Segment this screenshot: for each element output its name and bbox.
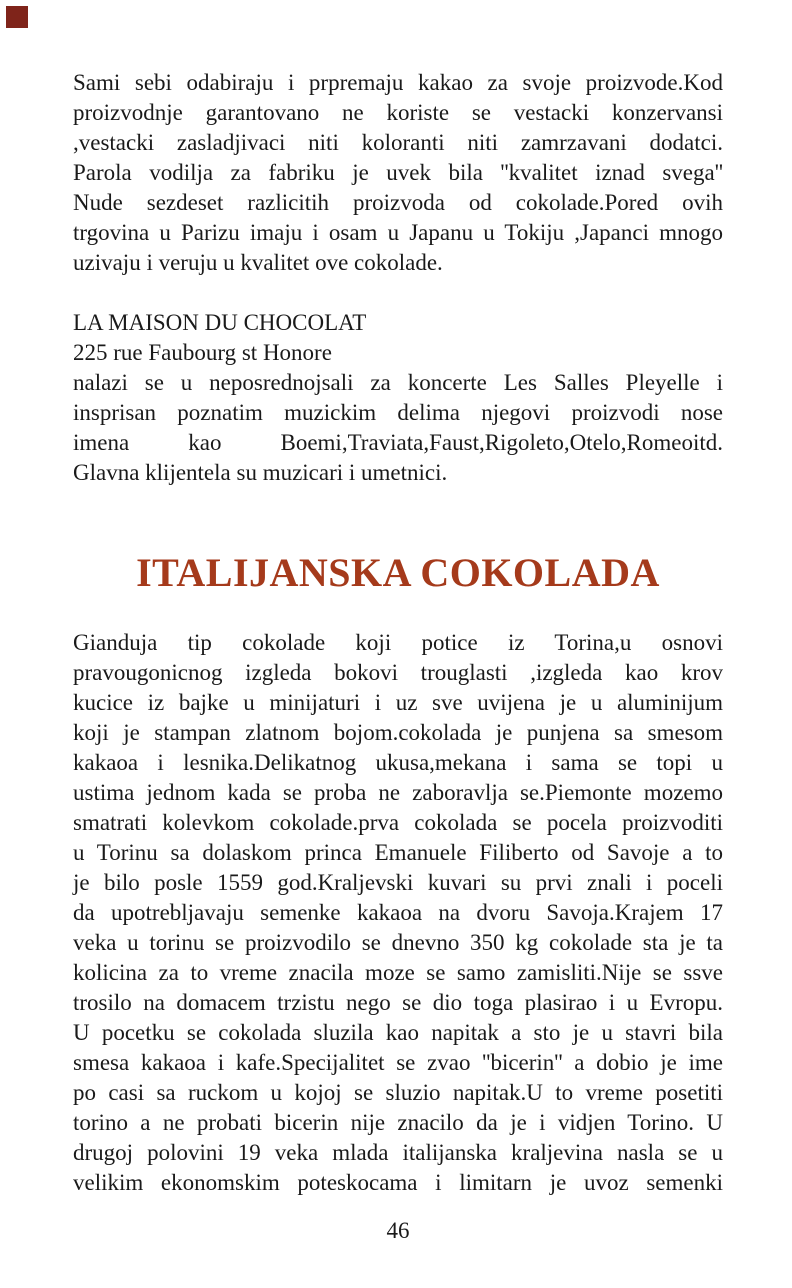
italian-chocolate-paragraph — [73, 628, 723, 1198]
text-line: koji je stampan zlatnom bojom.cokolada je punjena sa smesom — [73, 720, 723, 745]
text-line: ,vestacki zasladjivaci niti koloranti niti zamrzavani dodatci. — [73, 130, 723, 155]
intro-paragraph — [73, 68, 723, 278]
text-line: je bilo posle 1559 god.Kraljevski kuvari su prvi znali i poceli — [73, 870, 723, 895]
text-line: Sami sebi odabiraju i prpremaju kakao za svoje proizvode.Kod — [73, 70, 723, 95]
text-line: U pocetku se cokolada sluzila kao napitak a sto je u stavri bila — [73, 1020, 723, 1045]
text-line: smesa kakaoa i kafe.Specijalitet se zvao ''bicerin'' a dobio je ime — [73, 1050, 723, 1075]
text-line: trosilo na domacem trzistu nego se dio toga plasirao i u Evropu. — [73, 990, 723, 1015]
la-maison-section — [73, 308, 723, 488]
text-line: ustima jednom kada se proba ne zaboravlja se.Piemonte mozemo — [73, 780, 723, 805]
text-line: torino a ne probati bicerin nije znacilo da je i vidjen Torino. U — [73, 1110, 723, 1135]
text-line: drugoj polovini 19 veka mlada italijanska kraljevina nasla se u — [73, 1140, 723, 1165]
corner-marker — [6, 6, 28, 28]
text-line: da upotrebljavaju semenke kakaoa na dvoru Savoja.Krajem 17 — [73, 900, 723, 925]
text-line: nalazi se u neposrednojsali za koncerte Les Salles Pleyelle i — [73, 370, 723, 395]
shop-name: LA MAISON DU CHOCOLAT — [73, 310, 367, 335]
text-line: proizvodnje garantovano ne koriste se vestacki konzervansi — [73, 100, 723, 125]
page-content — [73, 0, 723, 1246]
text-line: uzivaju i veruju u kvalitet ove cokolade. — [73, 250, 443, 275]
text-line: u Torinu sa dolaskom princa Emanuele Filiberto od Savoje a to — [73, 840, 723, 865]
text-line: kakaoa i lesnika.Delikatnog ukusa,mekana i sama se topi u — [73, 750, 723, 775]
shop-address: 225 rue Faubourg st Honore — [73, 340, 332, 365]
text-line: Gianduja tip cokolade koji potice iz Torina,u osnovi — [73, 630, 723, 655]
page-number: 46 — [386, 1218, 410, 1243]
text-line: smatrati kolevkom cokolade.prva cokolada se pocela proizvoditi — [73, 810, 723, 835]
text-line: Glavna klijentela su muzicari i umetnici. — [73, 460, 448, 485]
text-line: pravougonicnog izgleda bokovi trouglasti ,izgleda kao krov — [73, 660, 723, 685]
text-line: insprisan poznatim muzickim delima njegovi proizvodi nose — [73, 400, 723, 425]
text-line: po casi sa ruckom u kojoj se sluzio napitak.U to vreme posetiti — [73, 1080, 723, 1105]
text-line: trgovina u Parizu imaju i osam u Japanu u Tokiju ,Japanci mnogo — [73, 220, 723, 245]
text-line: Nude sezdeset razlicitih proizvoda od cokolade.Pored ovih — [73, 190, 723, 215]
text-line: veka u torinu se proizvodilo se dnevno 350 kg cokolade sta je ta — [73, 930, 723, 955]
text-line: Parola vodilja za fabriku je uvek bila ''kvalitet iznad svega'' — [73, 160, 723, 185]
text-line: velikim ekonomskim poteskocama i limitarn je uvoz semenki — [73, 1170, 723, 1195]
section-heading: ITALIJANSKA COKOLADA — [136, 550, 660, 595]
text-line: kolicina za to vreme znacila moze se samo zamisliti.Nije se ssve — [73, 960, 723, 985]
text-line: imena kao Boemi,Traviata,Faust,Rigoleto,Otelo,Romeoitd. — [73, 430, 723, 455]
text-line: kucice iz bajke u minijaturi i uz sve uvijena je u aluminijum — [73, 690, 723, 715]
